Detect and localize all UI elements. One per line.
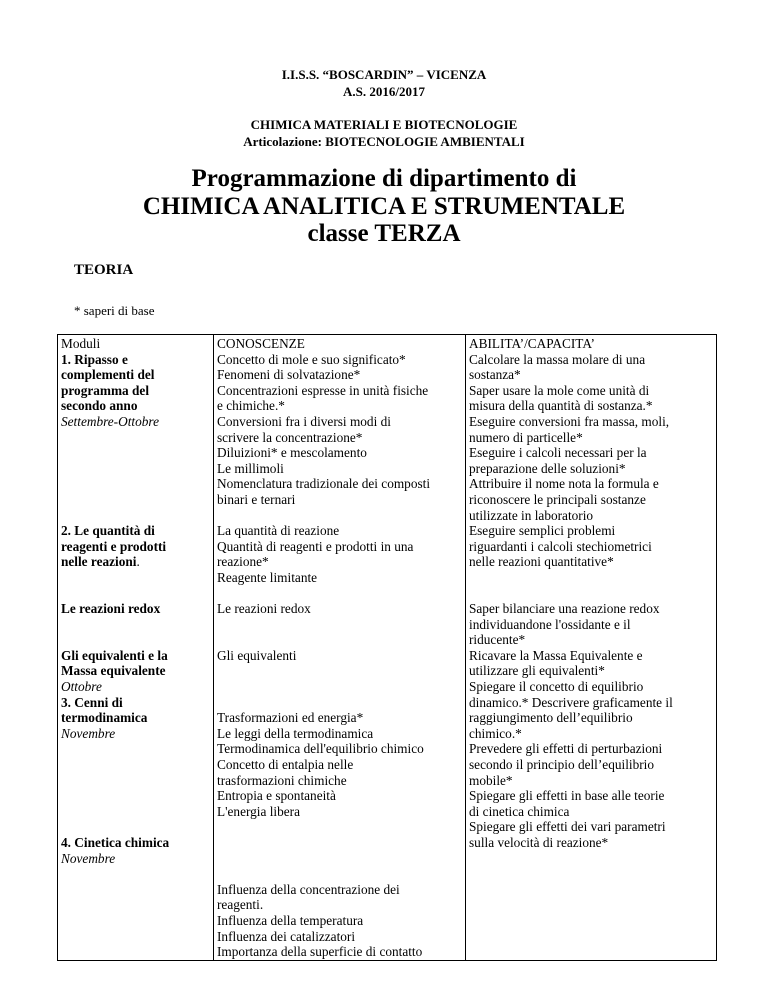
knowledge-item: La quantità di reazione bbox=[217, 523, 340, 539]
skill-item: Saper usare la mole come unità di bbox=[469, 382, 650, 398]
knowledge-item: reagenti. bbox=[217, 897, 264, 913]
module-period: Settembre-Ottobre bbox=[61, 413, 159, 429]
knowledge-item: Concetto di entalpia nelle bbox=[217, 757, 354, 773]
skill-item: Saper bilanciare una reazione redox bbox=[469, 601, 660, 617]
knowledge-item: binari e ternari bbox=[217, 491, 296, 507]
knowledge-item: Trasformazioni ed energia* bbox=[217, 710, 364, 726]
skill-item: secondo il principio dell’equilibrio bbox=[469, 757, 655, 773]
module-title: termodinamica bbox=[61, 710, 148, 726]
column-header-abilita: ABILITA’/CAPACITA’ bbox=[469, 336, 595, 351]
module-title: reagenti e prodotti bbox=[61, 538, 167, 554]
knowledge-item: Fenomeni di solvatazione* bbox=[217, 367, 361, 383]
skill-item: misura della quantità di sostanza.* bbox=[469, 398, 653, 414]
abilita-column bbox=[466, 335, 717, 961]
module-title: 3. Cenni di bbox=[61, 694, 123, 710]
knowledge-item: reazione* bbox=[217, 554, 269, 570]
skill-item: riguardanti i calcoli stechiometrici bbox=[469, 538, 652, 554]
skill-item: chimico.* bbox=[469, 725, 522, 741]
skill-item: raggiungimento dell’equilibrio bbox=[469, 710, 633, 726]
module-title: complementi del bbox=[61, 367, 155, 383]
skill-item: Calcolare la massa molare di una bbox=[469, 351, 646, 367]
knowledge-item: Le reazioni redox bbox=[217, 601, 311, 617]
knowledge-item: Importanza della superficie di contatto bbox=[217, 944, 423, 960]
moduli-column bbox=[58, 335, 214, 961]
course-name: CHIMICA MATERIALI E BIOTECNOLOGIE bbox=[250, 117, 518, 132]
module-title-dot: . bbox=[136, 554, 140, 570]
skill-item: Prevedere gli effetti di perturbazioni bbox=[469, 741, 663, 757]
knowledge-item: Concentrazioni espresse in unità fisiche bbox=[217, 382, 429, 398]
skill-item: utilizzare gli equivalenti* bbox=[469, 663, 605, 679]
base-knowledge-note: * saperi di base bbox=[74, 303, 155, 318]
knowledge-item: Influenza della concentrazione dei bbox=[217, 881, 400, 897]
module-period: Novembre bbox=[61, 725, 116, 741]
knowledge-item: Le leggi della termodinamica bbox=[217, 725, 374, 741]
module-period: Ottobre bbox=[61, 679, 102, 695]
knowledge-item: scrivere la concentrazione* bbox=[217, 429, 363, 445]
knowledge-item: Entropia e spontaneità bbox=[217, 788, 336, 804]
skill-item: nelle reazioni quantitative* bbox=[469, 554, 614, 570]
module-title: 1. Ripasso e bbox=[61, 351, 128, 367]
module-title: secondo anno bbox=[61, 398, 138, 414]
knowledge-item: Gli equivalenti bbox=[217, 647, 297, 663]
program-table bbox=[57, 334, 717, 961]
knowledge-item: Nomenclatura tradizionale dei composti bbox=[217, 476, 431, 492]
module-title: nelle reazioni bbox=[61, 554, 137, 570]
skill-item: dinamico.* Descrivere graficamente il bbox=[469, 694, 673, 710]
skill-item: utilizzate in laboratorio bbox=[469, 507, 594, 523]
skill-item: Spiegare gli effetti dei vari parametri bbox=[469, 819, 666, 835]
knowledge-item: Influenza dei catalizzatori bbox=[217, 928, 356, 944]
knowledge-item: Termodinamica dell'equilibrio chimico bbox=[217, 741, 424, 757]
skill-item: riconoscere le principali sostanze bbox=[469, 491, 646, 507]
module-title: 2. Le quantità di bbox=[61, 523, 155, 539]
title-line-3: classe TERZA bbox=[307, 220, 461, 247]
skill-item: mobile* bbox=[469, 772, 513, 788]
skill-item: Eseguire conversioni fra massa, moli, bbox=[469, 413, 670, 429]
knowledge-item: Diluizioni* e mescolamento bbox=[217, 445, 367, 461]
skill-item: sulla velocità di reazione* bbox=[469, 835, 609, 850]
column-header-conoscenze: CONOSCENZE bbox=[217, 336, 305, 351]
conoscenze-column bbox=[214, 335, 466, 961]
course-articulation: Articolazione: BIOTECNOLOGIE AMBIENTALI bbox=[243, 134, 525, 149]
knowledge-item: Influenza della temperatura bbox=[217, 912, 364, 928]
title-line-2: CHIMICA ANALITICA E STRUMENTALE bbox=[142, 193, 626, 220]
skill-item: numero di particelle* bbox=[469, 429, 583, 445]
skill-item: sostanza* bbox=[469, 367, 521, 383]
module-title: Le reazioni redox bbox=[61, 601, 161, 617]
knowledge-item: trasformazioni chimiche bbox=[217, 772, 347, 788]
skill-item: Ricavare la Massa Equivalente e bbox=[469, 647, 643, 663]
skill-item: Spiegare gli effetti in base alle teorie bbox=[469, 788, 665, 804]
knowledge-item: Quantità di reagenti e prodotti in una bbox=[217, 538, 414, 554]
knowledge-item: Conversioni fra i diversi modi di bbox=[217, 413, 391, 429]
knowledge-item: Le millimoli bbox=[217, 460, 284, 476]
skill-item: Eseguire i calcoli necessari per la bbox=[469, 445, 647, 461]
skill-item: individuandone l'ossidante e il bbox=[469, 616, 631, 632]
skill-item: Eseguire semplici problemi bbox=[469, 523, 616, 539]
module-title: Massa equivalente bbox=[61, 663, 166, 679]
module-title: 4. Cinetica chimica bbox=[61, 835, 170, 850]
knowledge-item: L'energia libera bbox=[217, 803, 300, 819]
module-period: Novembre bbox=[61, 850, 116, 866]
knowledge-item: Reagente limitante bbox=[217, 569, 318, 585]
skill-item: riducente* bbox=[469, 632, 526, 648]
module-title: programma del bbox=[61, 382, 150, 398]
school-year: A.S. 2016/2017 bbox=[343, 84, 425, 99]
skill-item: di cinetica chimica bbox=[469, 803, 570, 819]
section-heading: TEORIA bbox=[74, 262, 134, 278]
skill-item: Spiegare il concetto di equilibrio bbox=[469, 679, 644, 695]
table-row bbox=[58, 335, 717, 961]
column-header-moduli: Moduli bbox=[61, 336, 101, 351]
skill-item: Attribuire il nome nota la formula e bbox=[469, 476, 659, 492]
school-name: I.I.S.S. “BOSCARDIN” – VICENZA bbox=[281, 67, 487, 82]
title-line-1: Programmazione di dipartimento di bbox=[191, 165, 577, 192]
knowledge-item: Concetto di mole e suo significato* bbox=[217, 351, 406, 367]
module-title: Gli equivalenti e la bbox=[61, 647, 168, 663]
knowledge-item: e chimiche.* bbox=[217, 398, 285, 414]
skill-item: preparazione delle soluzioni* bbox=[469, 460, 626, 476]
